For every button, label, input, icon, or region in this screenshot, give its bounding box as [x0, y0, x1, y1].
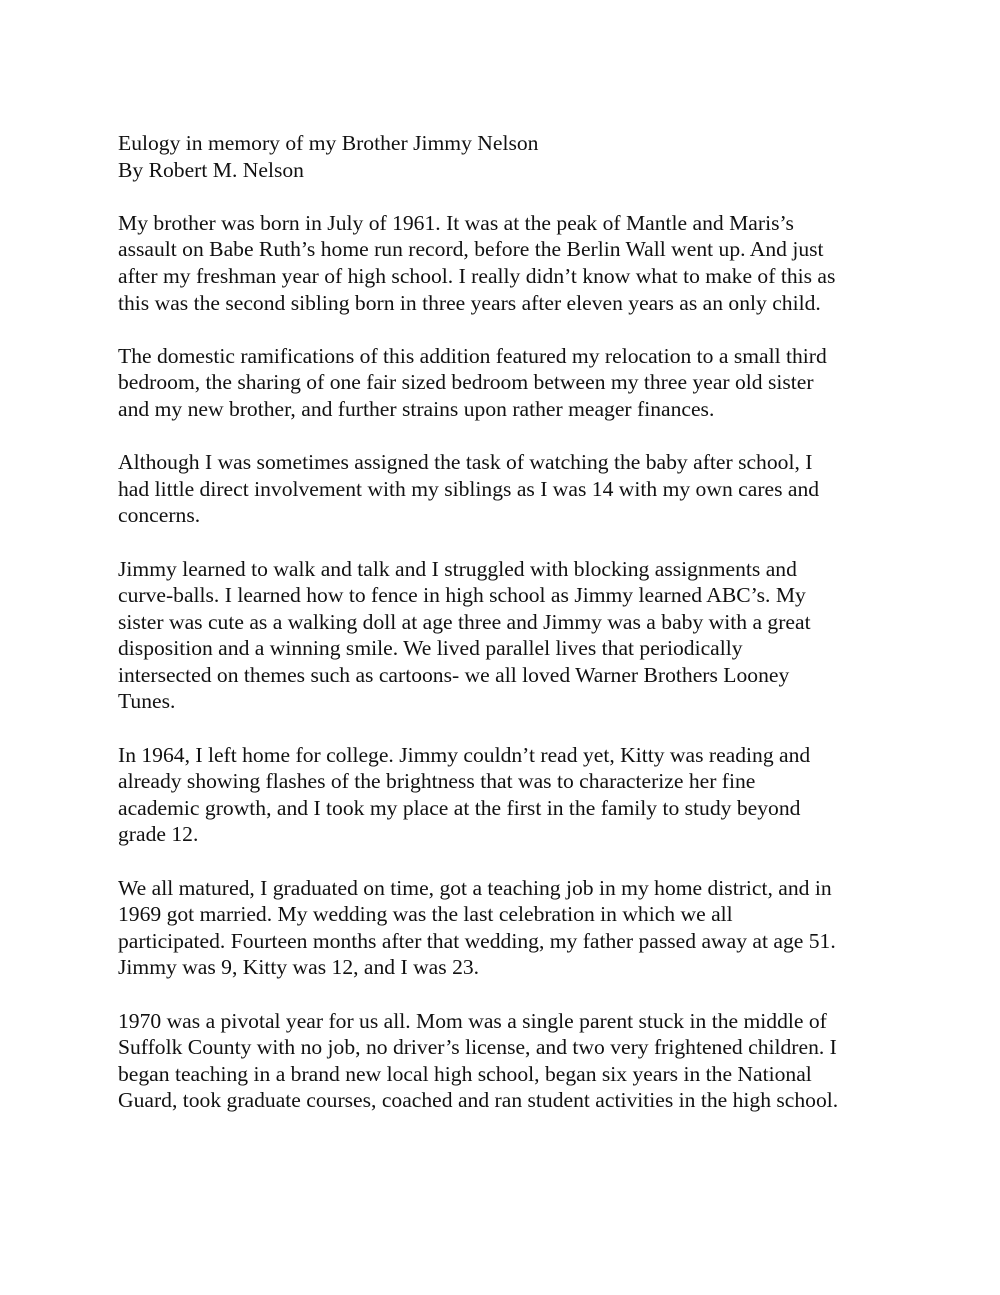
- text-line: had little direct involvement with my siblings as I was 14 with my own cares and: [118, 476, 820, 501]
- text-line: and my new brother, and further strains upon rather meager finances.: [118, 396, 715, 421]
- text-line: 1970 was a pivotal year for us all. Mom was a single parent stuck in the middle of: [118, 1008, 827, 1033]
- paragraph-3: [118, 449, 898, 529]
- text-line: Tunes.: [118, 689, 176, 714]
- text-line: Jimmy was 9, Kitty was 12, and I was 23.: [118, 955, 480, 980]
- text-line: The domestic ramifications of this addition featured my relocation to a small third: [118, 343, 827, 368]
- text-line: In 1964, I left home for college. Jimmy couldn’t read yet, Kitty was reading and: [118, 742, 811, 767]
- text-line: My brother was born in July of 1961. It was at the peak of Mantle and Maris’s: [118, 210, 794, 235]
- text-line: sister was cute as a walking doll at age three and Jimmy was a baby with a great: [118, 609, 811, 634]
- text-line: 1969 got married. My wedding was the last celebration in which we all: [118, 902, 733, 927]
- document-body: [118, 130, 898, 1114]
- paragraph-5: [118, 742, 898, 848]
- text-line: after my freshman year of high school. I really didn’t know what to make of this as: [118, 263, 836, 288]
- text-line: began teaching in a brand new local high school, began six years in the National: [118, 1061, 812, 1086]
- text-line: Jimmy learned to walk and talk and I struggled with blocking assignments and: [118, 556, 797, 581]
- paragraph-6: [118, 875, 898, 981]
- document-byline: By Robert M. Nelson: [118, 157, 304, 182]
- paragraph-7: [118, 1008, 898, 1114]
- text-line: Although I was sometimes assigned the task of watching the baby after school, I: [118, 450, 813, 475]
- text-line: curve-balls. I learned how to fence in high school as Jimmy learned ABC’s. My: [118, 583, 806, 608]
- text-line: participated. Fourteen months after that wedding, my father passed away at age 51.: [118, 928, 836, 953]
- document-title: Eulogy in memory of my Brother Jimmy Nelson: [118, 131, 539, 155]
- text-line: intersected on themes such as cartoons- we all loved Warner Brothers Looney: [118, 662, 790, 687]
- text-line: disposition and a winning smile. We lived parallel lives that periodically: [118, 636, 743, 661]
- text-line: grade 12.: [118, 822, 199, 847]
- text-line: We all matured, I graduated on time, got a teaching job in my home district, and in: [118, 875, 832, 900]
- text-line: assault on Babe Ruth’s home run record, before the Berlin Wall went up. And just: [118, 237, 824, 262]
- text-line: Suffolk County with no job, no driver’s license, and two very frightened children. I: [118, 1035, 837, 1060]
- paragraph-2: [118, 343, 898, 423]
- text-line: already showing flashes of the brightness that was to characterize her fine: [118, 769, 756, 794]
- text-line: Guard, took graduate courses, coached and ran student activities in the high school.: [118, 1088, 839, 1113]
- text-line: concerns.: [118, 503, 201, 528]
- paragraph-4: [118, 556, 898, 716]
- text-line: bedroom, the sharing of one fair sized bedroom between my three year old sister: [118, 370, 814, 395]
- text-line: this was the second sibling born in three years after eleven years as an only child.: [118, 290, 821, 315]
- paragraph-1: [118, 210, 898, 316]
- text-line: academic growth, and I took my place at the first in the family to study beyond: [118, 795, 801, 820]
